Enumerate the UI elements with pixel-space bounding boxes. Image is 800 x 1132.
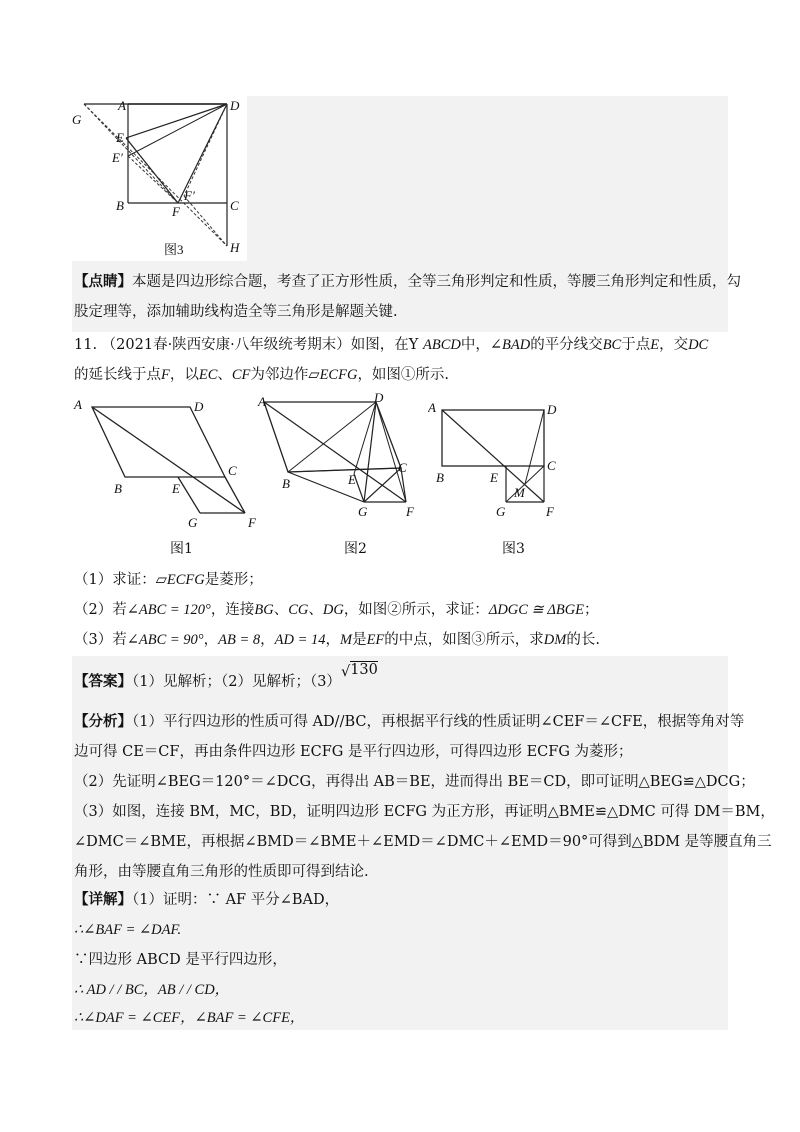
angle-bad: ∠BAD: [489, 337, 531, 353]
analysis-line-5: ∠DMC＝∠BME，再根据∠BMD＝∠BME＋∠EMD＝∠DMC＋∠EMD＝90°可得到△BDM 是等腰直角三: [74, 834, 772, 850]
q2-sep-2: 、: [308, 602, 323, 618]
label-E: E: [116, 130, 124, 145]
figure-3: [428, 398, 568, 523]
separator: 、: [217, 367, 232, 383]
q3-dm: DM: [543, 632, 567, 648]
answer-text: （1）见解析；（2）见解析；（3）: [132, 674, 341, 690]
point-e: E: [650, 337, 660, 353]
q3-sep-2: ，: [260, 632, 275, 648]
question-1: [74, 570, 263, 590]
fig2-label-A: A: [258, 394, 266, 409]
q2-end: ；: [584, 602, 599, 618]
figure-2-caption: 图2: [344, 541, 367, 557]
label-D: D: [230, 98, 240, 113]
problem-line-2: [74, 365, 449, 385]
label-E-prime: E′: [112, 150, 123, 165]
fig3-label-M: M: [514, 485, 525, 500]
fig3-label-D: D: [547, 402, 557, 417]
problem-number: 11.: [74, 337, 98, 353]
fig2-label-E: E: [348, 472, 356, 487]
detail-line-4: ∴ AD / / BC，AB / / CD，: [74, 982, 230, 998]
q3-ad: AD = 14: [274, 632, 326, 648]
text-intersect: ，交: [659, 337, 689, 353]
fig1-label-D: D: [194, 399, 204, 414]
detail-line-3: ∵四边形 ABCD 是平行四边形，: [74, 952, 287, 968]
problem-line-1: [74, 335, 708, 355]
figure-1: [70, 395, 270, 535]
text-extension: 的延长线于点: [74, 367, 161, 383]
q3-ab: AB = 8: [218, 632, 261, 648]
label-B: B: [116, 198, 124, 213]
detail-tag: 【详解】: [74, 891, 132, 908]
detail-line-2: ∴∠BAF = ∠DAF.: [74, 922, 182, 938]
parallelogram-symbol: Y: [408, 337, 419, 353]
label-C: C: [230, 198, 239, 213]
problem-source: （2021春·陕西安康·八年级统考期末）如图，在: [101, 337, 409, 353]
q3-ef: EF: [366, 632, 385, 648]
fig2-label-G: G: [358, 504, 368, 519]
analysis-text-1: （1）平行四边形的性质可得 AD//BC，再根据平行线的性质证明∠CEF＝∠CFE，根据等角对等: [132, 714, 745, 730]
figure-2: [256, 392, 431, 522]
fig3-label-E: E: [490, 470, 498, 485]
q3-end: 的长.: [566, 632, 600, 648]
fig2-label-D: D: [374, 392, 384, 405]
fig3-label-B: B: [436, 470, 444, 485]
sqrt-sign: √: [340, 664, 351, 680]
q2-prefix: （2）若: [74, 602, 127, 618]
q2-dg: DG: [322, 602, 344, 618]
text-zhong: 中，: [460, 337, 490, 353]
q2-angle: ∠ABC = 120°: [126, 602, 211, 618]
seg-ec: EC: [198, 367, 218, 383]
comment-text-1: 本题是四边形综合题，考查了正方形性质，全等三角形判定和性质，等腰三角形判定和性质，勾: [132, 274, 741, 290]
fig1-label-E: E: [172, 481, 180, 496]
q3-prefix: （3）若: [74, 632, 127, 648]
analysis-tag: 【分析】: [74, 713, 132, 730]
q2-bg: BG: [254, 602, 274, 618]
q2-prove: ，如图②所示，求证：: [343, 602, 489, 618]
label-F: F: [172, 204, 180, 219]
detail-text-1: （1）证明：∵ AF 平分∠BAD，: [132, 892, 340, 908]
abcd: ABCD: [422, 337, 461, 353]
fig2-label-F: F: [406, 504, 414, 519]
fig2-label-C: C: [398, 460, 407, 475]
parallelogram-symbol-3: ▱: [155, 572, 167, 588]
comment-tag: 【点睛】: [74, 273, 132, 290]
label-F-prime: F′: [184, 188, 195, 203]
q3-sep-3: ，: [325, 632, 340, 648]
fig1-label-C: C: [228, 463, 237, 478]
answer-line: [74, 662, 378, 692]
top-figure-square: [72, 96, 247, 261]
seg-cf: CF: [231, 367, 251, 383]
q2-connect: ，连接: [210, 602, 255, 618]
fig1-label-A: A: [74, 397, 82, 412]
analysis-line-4: （3）如图，连接 BM，MC，BD，证明四边形 ECFG 为正方形，再证明△BME≌△DMC 可得 DM＝BM，: [74, 804, 775, 820]
text-with: ，以: [169, 367, 199, 383]
label-A: A: [118, 98, 126, 113]
comment-line-1: [74, 272, 741, 292]
comment-line-2: 股定理等，添加辅助线构造全等三角形是解题关键.: [74, 304, 398, 320]
fig3-label-A: A: [428, 400, 436, 415]
point-f: F: [161, 367, 170, 383]
fig1-label-F: F: [248, 515, 256, 530]
analysis-line-6: 角形，由等腰直角三角形的性质即可得到结论.: [74, 864, 369, 880]
sqrt-value: 130: [350, 662, 378, 678]
q3-angle: ∠ABC = 90°: [126, 632, 204, 648]
fig3-label-C: C: [547, 458, 556, 473]
label-G: G: [72, 112, 82, 127]
detail-line-1: [74, 890, 339, 910]
seg-bc: BC: [602, 337, 622, 353]
figure-1-caption: 图1: [170, 541, 193, 557]
question-2: [74, 600, 599, 620]
q3-m: M: [339, 632, 353, 648]
analysis-line-3: （2）先证明∠BEG＝120°＝∠DCG，再得出 AB＝BE，进而得出 BE＝CD，即可证明△BEG≌△DCG；: [74, 774, 755, 790]
q1-suffix: 是菱形；: [204, 572, 263, 588]
text-bisector: 的平分线交: [530, 337, 603, 353]
figure-3-caption: 图3: [502, 541, 525, 557]
q3-sep-1: ，: [203, 632, 219, 648]
fig1-label-B: B: [114, 481, 122, 496]
top-figure-caption: 图3: [164, 242, 184, 257]
label-H: H: [230, 240, 240, 255]
q3-find: 的中点，如图③所示，求: [384, 632, 544, 648]
text-as-shown: ，如图①所示.: [357, 367, 450, 383]
parallelogram-symbol-2: ▱: [308, 367, 320, 383]
detail-line-5: ∴∠DAF = ∠CEF，∠BAF = ∠CFE，: [74, 1010, 305, 1026]
q3-is: 是: [352, 632, 367, 648]
analysis-line-1: [74, 712, 744, 732]
fig1-label-G: G: [188, 515, 198, 530]
seg-dc: DC: [688, 337, 709, 353]
q2-cg: CG: [288, 602, 309, 618]
text-adjacent: 为邻边作: [250, 367, 309, 383]
fig2-label-B: B: [282, 476, 290, 491]
question-3: [74, 630, 600, 650]
q1-ecfg: ECFG: [166, 572, 205, 588]
fig3-label-G: G: [496, 504, 506, 519]
q1-prefix: （1）求证：: [74, 572, 156, 588]
fig3-label-F: F: [546, 504, 554, 519]
ecfg: ECFG: [319, 367, 358, 383]
q2-sep-1: 、: [273, 602, 289, 618]
q2-congruence: ΔDGC ≅ ΔBGE: [488, 602, 585, 618]
analysis-line-2: 边可得 CE＝CF，再由条件四边形 ECFG 是平行四边形，可得四边形 ECFG 为菱形；: [74, 744, 633, 760]
answer-tag: 【答案】: [74, 673, 132, 690]
text-at-point: 于点: [621, 337, 651, 353]
